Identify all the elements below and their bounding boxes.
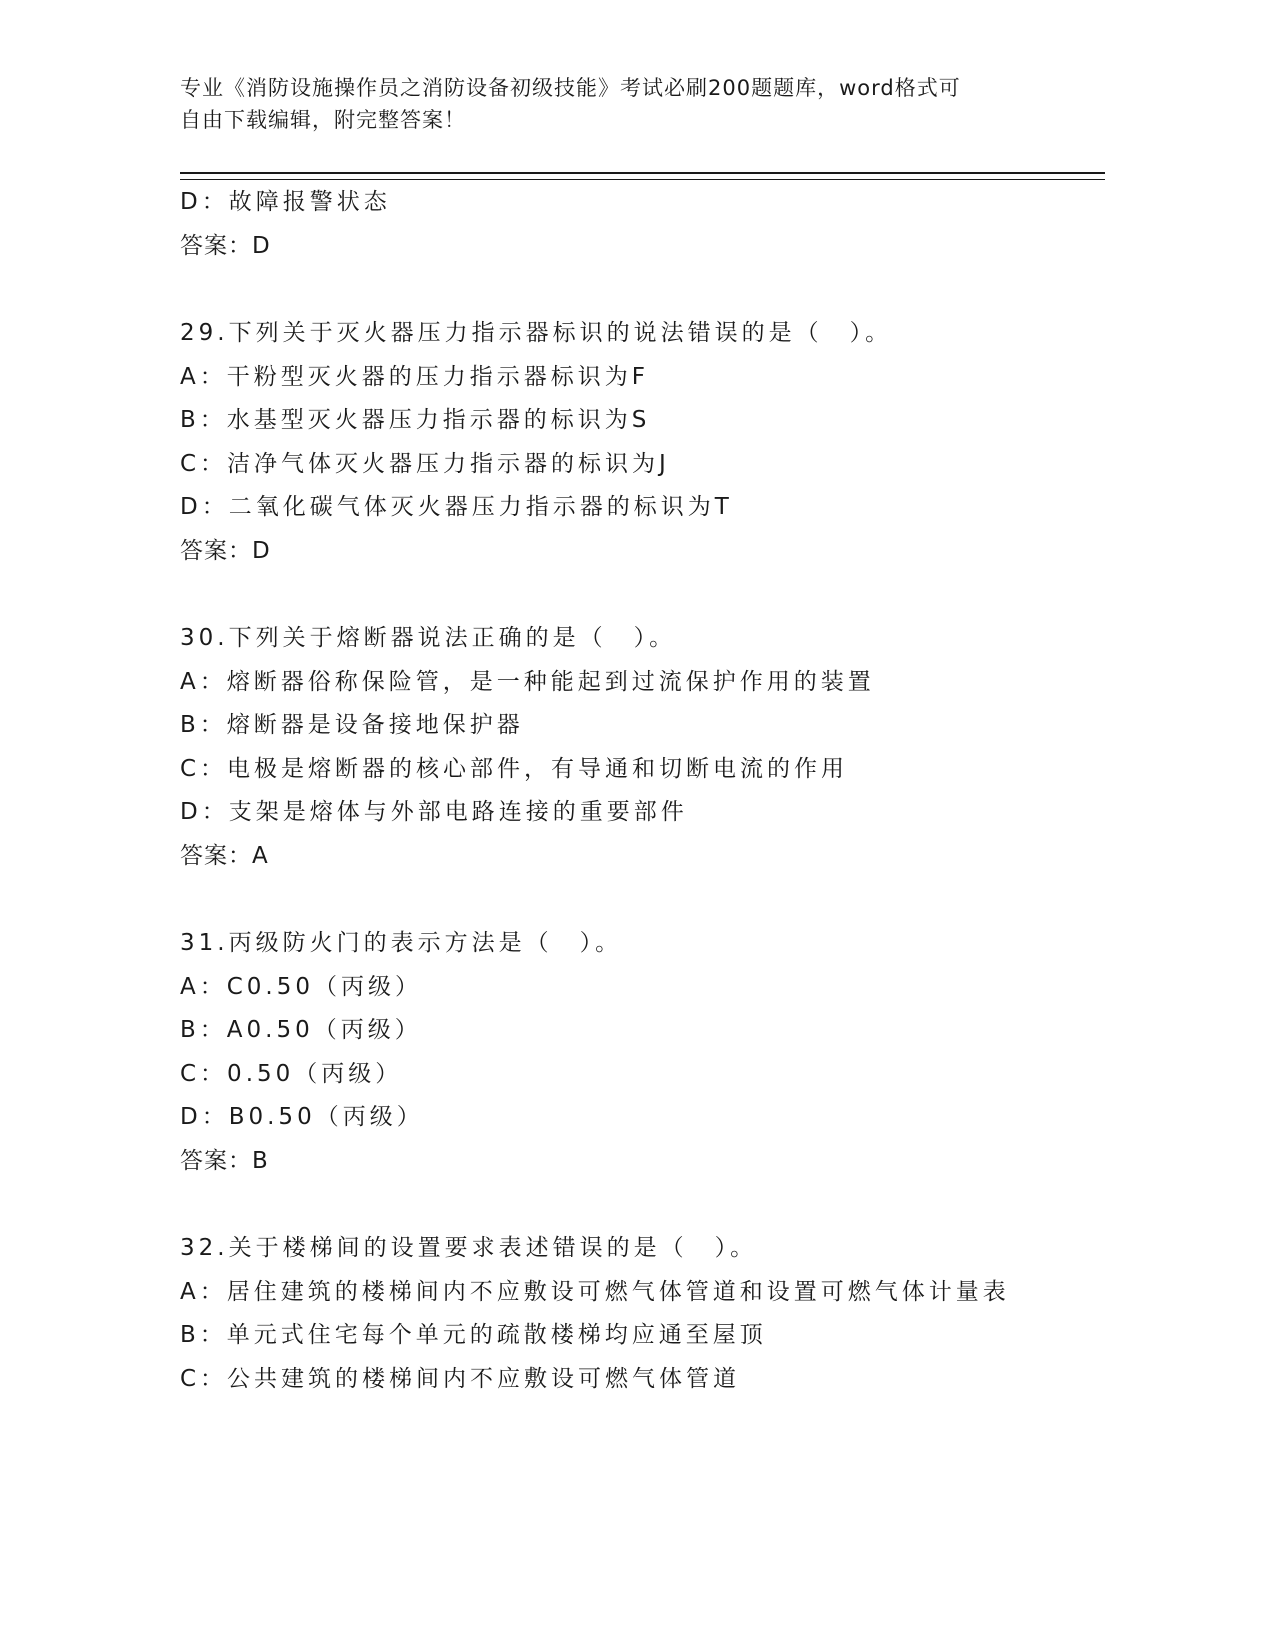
option-c: C：洁净气体灭火器压力指示器的标识为J [180,450,670,477]
option-b: B：A0.50（丙级） [180,1017,422,1043]
option-a: A：居住建筑的楼梯间内不应敷设可燃气体管道和设置可燃气体计量表 [180,1278,1010,1305]
option-a: A：干粉型灭火器的压力指示器标识为F [180,363,649,390]
question-stem: 32.关于楼梯间的设置要求表述错误的是（ ）。 [180,1235,758,1261]
option-d: D：B0.50（丙级） [180,1104,424,1130]
spacer [180,1186,1080,1230]
option-b: B：水基型灭火器压力指示器的标识为S [180,407,651,433]
option-a: A：C0.50（丙级） [180,973,423,1000]
answer-line: 答案：B [180,1147,269,1174]
document-body [180,184,1080,1404]
option-c: C：公共建筑的楼梯间内不应敷设可燃气体管道 [180,1365,741,1392]
spacer [180,271,1080,315]
option-d: D：故障报警状态 [180,189,391,215]
question-stem: 31.丙级防火门的表示方法是（ ）。 [180,930,623,956]
option-c: C：0.50（丙级） [180,1060,403,1087]
page-header [180,72,1080,136]
option-d: D：二氧化碳气体灭火器压力指示器的标识为T [180,494,733,520]
option-d: D：支架是熔体与外部电路连接的重要部件 [180,799,688,825]
question-stem: 30.下列关于熔断器说法正确的是（ ）。 [180,625,677,651]
header-title-line-2: 自由下载编辑，附完整答案！ [180,108,466,132]
option-a: A：熔断器俗称保险管，是一种能起到过流保护作用的装置 [180,668,875,695]
answer-line: 答案：D [180,232,271,259]
header-divider [180,172,1105,180]
spacer [180,576,1080,620]
option-c: C：电极是熔断器的核心部件，有导通和切断电流的作用 [180,755,849,782]
option-b: B：单元式住宅每个单元的疏散楼梯均应通至屋顶 [180,1322,767,1348]
spacer [180,881,1080,925]
answer-line: 答案：A [180,842,269,869]
answer-line: 答案：D [180,537,271,564]
option-b: B：熔断器是设备接地保护器 [180,712,524,738]
question-stem: 29.下列关于灭火器压力指示器标识的说法错误的是（ ）。 [180,320,893,346]
header-title-line-1: 专业《消防设施操作员之消防设备初级技能》考试必刷200题题库，word格式可 [180,76,961,100]
